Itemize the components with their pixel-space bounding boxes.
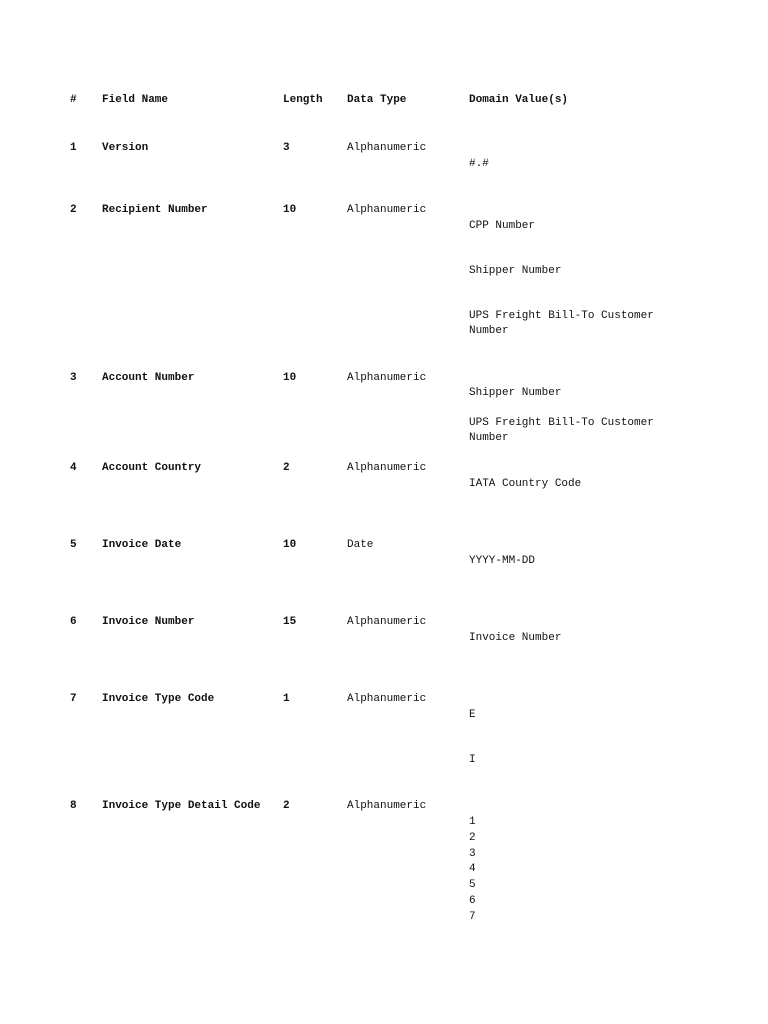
row-length: 10 xyxy=(283,372,297,384)
row-domain-value: 3 xyxy=(469,848,476,860)
row-type: Alphanumeric xyxy=(347,142,427,154)
row-domain-value: UPS Freight Bill-To Customer Number xyxy=(469,417,654,444)
row-length: 10 xyxy=(283,204,297,216)
row-num: 8 xyxy=(70,800,77,812)
header-domain: Domain Value(s) xyxy=(469,94,569,106)
row-type: Date xyxy=(347,539,374,551)
row-type: Alphanumeric xyxy=(347,693,427,705)
row-type: Alphanumeric xyxy=(347,462,427,474)
header-num: # xyxy=(70,94,77,106)
row-type: Alphanumeric xyxy=(347,372,427,384)
row-length: 2 xyxy=(283,462,290,474)
row-domain-value: E xyxy=(469,709,476,721)
row-domain-value: UPS Freight Bill-To Customer Number xyxy=(469,310,654,337)
row-domain-value: 1 xyxy=(469,816,476,828)
row-length: 3 xyxy=(283,142,290,154)
row-type: Alphanumeric xyxy=(347,800,427,812)
row-name: Recipient Number xyxy=(102,204,208,216)
row-domain-value: 4 xyxy=(469,863,476,875)
row-name: Account Country xyxy=(102,462,202,474)
row-length: 15 xyxy=(283,616,297,628)
row-num: 3 xyxy=(70,372,77,384)
row-domain-value: 6 xyxy=(469,895,476,907)
row-domain-value: YYYY-MM-DD xyxy=(469,555,536,567)
row-domain-value: Shipper Number xyxy=(469,387,562,399)
row-name: Invoice Type Detail Code xyxy=(102,800,261,812)
row-length: 2 xyxy=(283,800,290,812)
row-domain-value: Shipper Number xyxy=(469,265,562,277)
row-domain-value: 5 xyxy=(469,879,476,891)
row-domain-value: CPP Number xyxy=(469,220,536,232)
row-length: 10 xyxy=(283,539,297,551)
row-domain-value: 2 xyxy=(469,832,476,844)
row-length: 1 xyxy=(283,693,290,705)
row-domain-value: IATA Country Code xyxy=(469,478,582,490)
row-num: 4 xyxy=(70,462,77,474)
row-domain-value: I xyxy=(469,754,476,766)
row-domain-value: Invoice Number xyxy=(469,632,562,644)
row-num: 7 xyxy=(70,693,77,705)
row-num: 5 xyxy=(70,539,77,551)
row-num: 6 xyxy=(70,616,77,628)
header-length: Length xyxy=(283,94,323,106)
row-domain-value: #.# xyxy=(469,158,489,170)
row-num: 2 xyxy=(70,204,77,216)
row-name: Account Number xyxy=(102,372,195,384)
row-domain-value: 7 xyxy=(469,911,476,923)
header-field-name: Field Name xyxy=(102,94,169,106)
row-type: Alphanumeric xyxy=(347,204,427,216)
header-data-type: Data Type xyxy=(347,94,407,106)
row-name: Invoice Type Code xyxy=(102,693,215,705)
row-name: Version xyxy=(102,142,149,154)
row-name: Invoice Number xyxy=(102,616,195,628)
row-name: Invoice Date xyxy=(102,539,182,551)
row-type: Alphanumeric xyxy=(347,616,427,628)
row-num: 1 xyxy=(70,142,77,154)
